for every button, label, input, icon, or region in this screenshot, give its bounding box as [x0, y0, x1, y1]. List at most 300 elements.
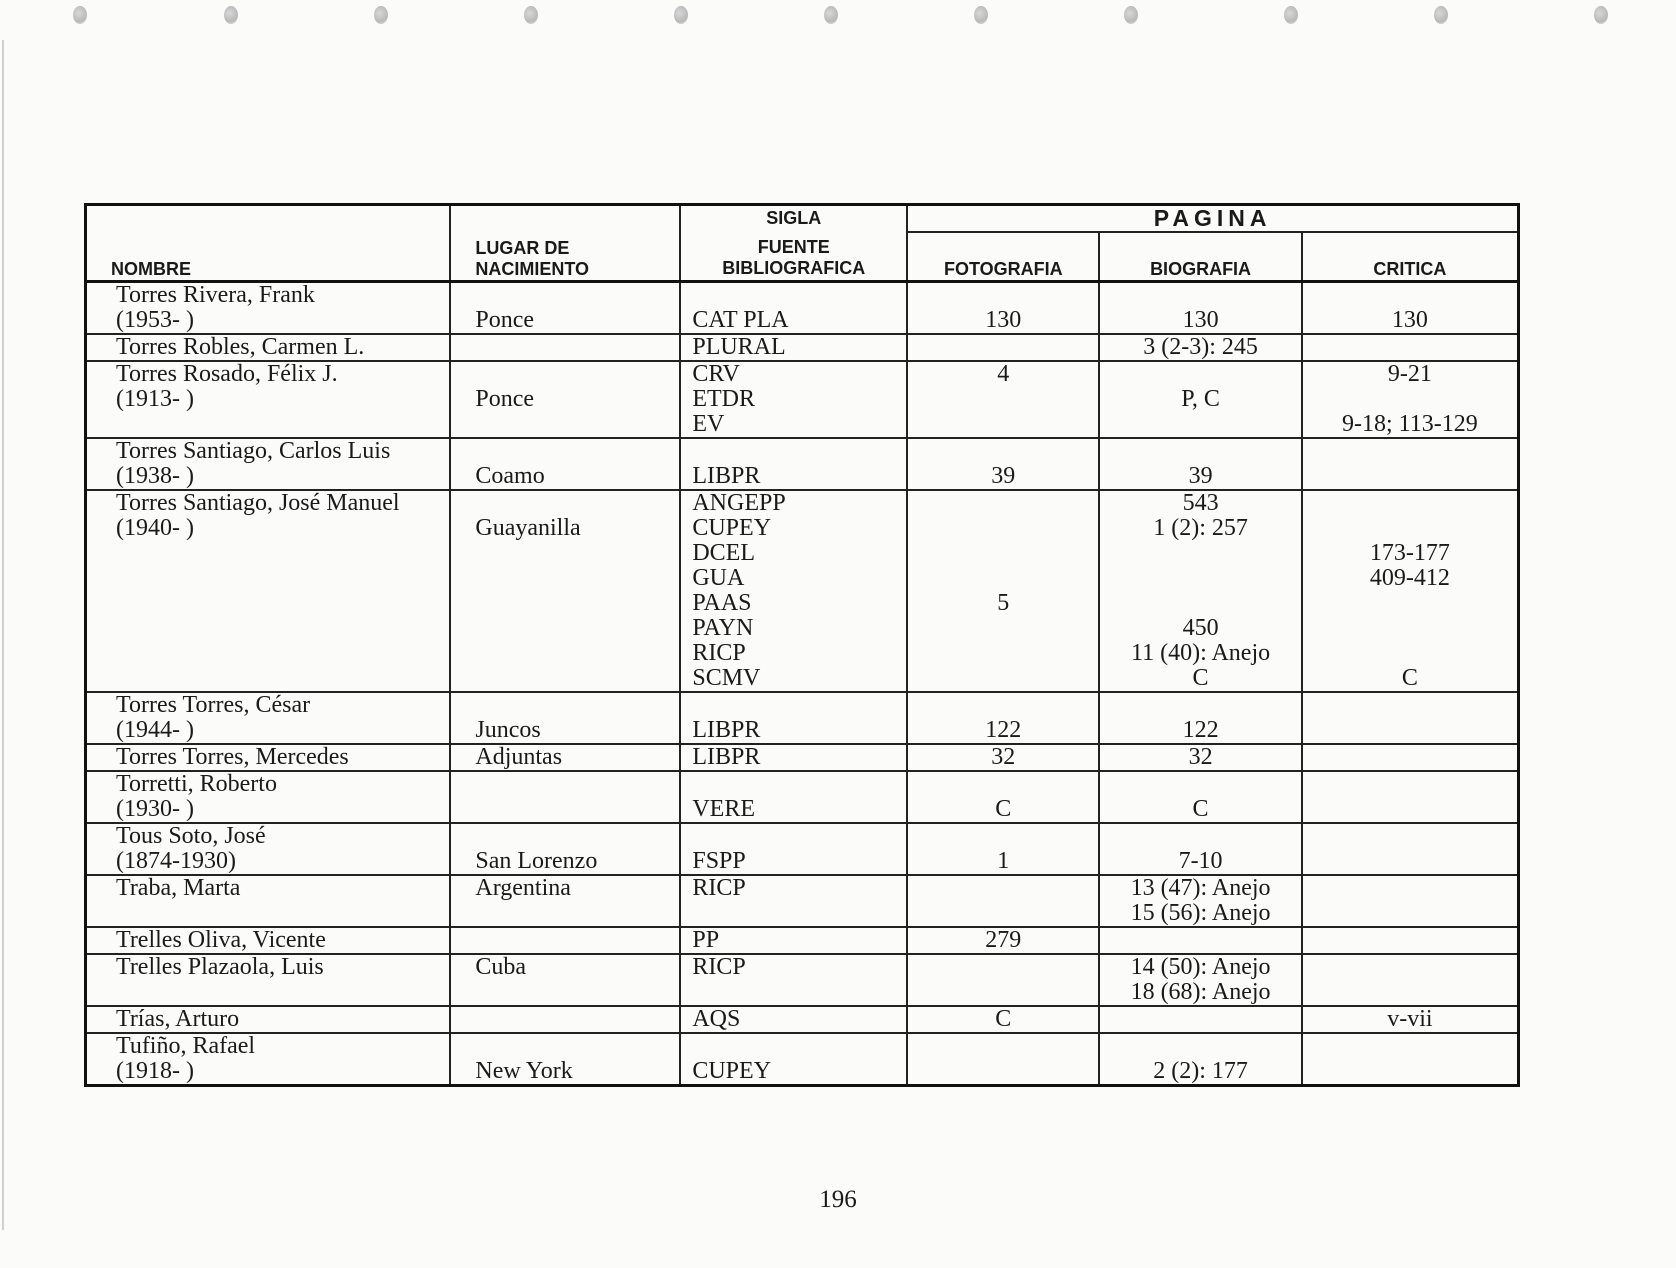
cell-line: Adjuntas: [475, 744, 563, 770]
cell-critica: [1302, 771, 1519, 823]
cell-line: 32: [991, 744, 1016, 770]
cell-line: [475, 412, 675, 437]
cell-line: 9-18; 113-129: [1341, 411, 1478, 437]
cell-sigla: [680, 282, 907, 335]
cell-line: LIBPR: [692, 744, 761, 770]
cell-line: [1307, 641, 1513, 666]
cell-fotografia: [907, 438, 1099, 490]
cell-line: 122: [1182, 717, 1219, 743]
cell-biografia: [1099, 927, 1301, 954]
cell-critica: [1302, 334, 1519, 361]
cell-nombre: [86, 927, 451, 954]
cell-sigla: [680, 334, 907, 361]
cell-line: [1307, 693, 1513, 718]
cell-nombre: [86, 438, 451, 490]
table-row: [86, 282, 1519, 335]
cell-line: RICP: [692, 954, 746, 980]
cell-line: C: [1192, 796, 1209, 822]
cell-biografia: [1099, 490, 1301, 692]
cell-line: [1104, 541, 1296, 566]
cell-line: [692, 824, 902, 849]
table-row: [86, 927, 1519, 954]
header-lugar: LUGAR DE NACIMIENTO: [450, 205, 680, 282]
cell-line: 14 (50): Anejo: [1130, 954, 1271, 980]
cell-line: 13 (47): Anejo: [1130, 875, 1271, 901]
cell-line: [912, 616, 1094, 641]
cell-line: [912, 1034, 1094, 1059]
cell-line: (1953- ): [116, 307, 194, 333]
cell-line: [475, 491, 675, 516]
table-row: [86, 875, 1519, 927]
cell-line: (1930- ): [116, 796, 194, 822]
cell-line: [912, 283, 1094, 308]
cell-line: P, C: [1181, 386, 1220, 412]
cell-nombre: [86, 875, 451, 927]
cell-biografia: [1099, 875, 1301, 927]
header-nombre: NOMBRE: [86, 205, 451, 282]
table-row: [86, 1006, 1519, 1033]
cell-line: (1944- ): [116, 717, 194, 743]
cell-line: [912, 516, 1094, 541]
cell-line: RICP: [692, 640, 746, 666]
cell-fotografia: [907, 282, 1099, 335]
cell-line: [1307, 955, 1513, 980]
table-row: [86, 334, 1519, 361]
cell-critica: [1302, 823, 1519, 875]
cell-fotografia: [907, 954, 1099, 1006]
cell-lugar: [450, 282, 680, 335]
cell-line: [912, 824, 1094, 849]
cell-line: [1307, 1059, 1513, 1084]
cell-line: Trías, Arturo: [116, 1006, 240, 1032]
cell-line: LIBPR: [692, 463, 761, 489]
cell-nombre: [86, 490, 451, 692]
cell-fotografia: [907, 334, 1099, 361]
cell-line: 18 (68): Anejo: [1130, 979, 1271, 1005]
cell-lugar: [450, 1006, 680, 1033]
cell-line: [475, 335, 675, 360]
cell-line: 130: [985, 307, 1022, 333]
table-row: [86, 692, 1519, 744]
cell-line: [692, 1034, 902, 1059]
cell-line: Trelles Oliva, Vicente: [116, 927, 326, 953]
cell-line: VERE: [692, 796, 756, 822]
cell-sigla: [680, 361, 907, 438]
cell-nombre: [86, 771, 451, 823]
cell-line: (1938- ): [116, 463, 194, 489]
cell-line: [912, 980, 1094, 1005]
cell-biografia: [1099, 823, 1301, 875]
cell-biografia: [1099, 438, 1301, 490]
cell-line: Torres Torres, César: [116, 692, 311, 718]
cell-lugar: [450, 1033, 680, 1086]
cell-line: CUPEY: [692, 1058, 772, 1084]
cell-line: [1307, 928, 1513, 953]
cell-sigla: [680, 823, 907, 875]
cell-critica: [1302, 692, 1519, 744]
cell-lugar: [450, 361, 680, 438]
cell-nombre: [86, 282, 451, 335]
cell-line: [475, 901, 675, 926]
cell-line: CUPEY: [692, 515, 772, 541]
cell-line: [912, 641, 1094, 666]
cell-line: [912, 387, 1094, 412]
cell-biografia: [1099, 1006, 1301, 1033]
cell-line: [1307, 464, 1513, 489]
cell-line: [475, 772, 675, 797]
table-row: [86, 771, 1519, 823]
cell-line: [912, 693, 1094, 718]
cell-line: [912, 491, 1094, 516]
cell-line: [1104, 566, 1296, 591]
cell-line: GUA: [692, 565, 745, 591]
binder-hole-icon: [1594, 6, 1608, 24]
cell-line: ANGEPP: [692, 490, 786, 516]
table-row: [86, 438, 1519, 490]
cell-line: [116, 616, 445, 641]
table-row: [86, 1033, 1519, 1086]
cell-sigla: [680, 438, 907, 490]
cell-line: 1: [997, 848, 1010, 874]
cell-lugar: [450, 744, 680, 771]
cell-line: CRV: [692, 361, 740, 387]
cell-line: [1104, 362, 1296, 387]
cell-sigla: [680, 875, 907, 927]
cell-line: PAYN: [692, 615, 754, 641]
cell-line: [475, 928, 675, 953]
cell-critica: [1302, 361, 1519, 438]
cell-line: [1104, 591, 1296, 616]
cell-fotografia: [907, 361, 1099, 438]
cell-line: 39: [1188, 463, 1213, 489]
header-sigla: SIGLA FUENTE BIBLIOGRAFICA: [680, 205, 907, 282]
cell-sigla: [680, 744, 907, 771]
cell-line: AQS: [692, 1006, 741, 1032]
cell-biografia: [1099, 692, 1301, 744]
cell-line: [1307, 387, 1513, 412]
cell-line: 543: [1182, 490, 1219, 516]
cell-line: [912, 772, 1094, 797]
cell-fotografia: [907, 744, 1099, 771]
cell-fotografia: [907, 1006, 1099, 1033]
cell-line: [1307, 901, 1513, 926]
cell-line: Torretti, Roberto: [116, 771, 277, 797]
binder-hole-icon: [974, 6, 988, 24]
page-edge: [2, 40, 4, 1230]
cell-line: Torres Torres, Mercedes: [116, 744, 349, 770]
cell-line: C: [1192, 665, 1209, 691]
cell-line: [1307, 797, 1513, 822]
binder-hole-icon: [674, 6, 688, 24]
cell-line: [912, 412, 1094, 437]
cell-critica: [1302, 927, 1519, 954]
table-row: [86, 823, 1519, 875]
cell-line: [912, 876, 1094, 901]
cell-line: Argentina: [475, 875, 571, 901]
cell-sigla: [680, 490, 907, 692]
cell-line: [692, 439, 902, 464]
cell-line: [116, 591, 445, 616]
cell-line: C: [1401, 665, 1418, 691]
binder-hole-icon: [374, 6, 388, 24]
cell-line: PLURAL: [692, 334, 786, 360]
cell-line: [1104, 1034, 1296, 1059]
cell-sigla: [680, 692, 907, 744]
cell-line: CAT PLA: [692, 307, 789, 333]
cell-line: [1307, 849, 1513, 874]
cell-nombre: [86, 334, 451, 361]
cell-critica: [1302, 282, 1519, 335]
cell-line: [912, 955, 1094, 980]
cell-biografia: [1099, 282, 1301, 335]
cell-line: LIBPR: [692, 717, 761, 743]
page-number: 196: [819, 1186, 857, 1213]
cell-line: [475, 641, 675, 666]
table-row: [86, 361, 1519, 438]
cell-line: [912, 439, 1094, 464]
cell-line: Ponce: [475, 307, 535, 333]
cell-line: [1307, 516, 1513, 541]
cell-fotografia: [907, 823, 1099, 875]
cell-line: 3 (2-3): 245: [1143, 334, 1258, 360]
cell-line: 32: [1188, 744, 1213, 770]
cell-line: [1104, 928, 1296, 953]
binder-hole-icon: [1434, 6, 1448, 24]
cell-line: San Lorenzo: [475, 848, 598, 874]
cell-line: 39: [991, 463, 1016, 489]
cell-line: Cuba: [475, 954, 527, 980]
cell-fotografia: [907, 1033, 1099, 1086]
cell-line: PP: [692, 927, 720, 953]
cell-line: [1307, 745, 1513, 770]
binder-hole-icon: [224, 6, 238, 24]
cell-line: [1307, 980, 1513, 1005]
cell-lugar: [450, 490, 680, 692]
cell-nombre: [86, 692, 451, 744]
cell-line: [1104, 1007, 1296, 1032]
cell-sigla: [680, 1006, 907, 1033]
cell-line: [1307, 718, 1513, 743]
cell-line: 4: [997, 361, 1010, 387]
cell-line: Torres Santiago, Carlos Luis: [116, 438, 391, 464]
cell-line: RICP: [692, 875, 746, 901]
header-biografia: BIOGRAFIA: [1099, 232, 1301, 282]
cell-lugar: [450, 927, 680, 954]
cell-fotografia: [907, 692, 1099, 744]
cell-line: [912, 666, 1094, 691]
cell-line: [1307, 772, 1513, 797]
cell-line: [116, 666, 445, 691]
table-row: [86, 954, 1519, 1006]
cell-nombre: [86, 1033, 451, 1086]
cell-biografia: [1099, 744, 1301, 771]
table-row: [86, 490, 1519, 692]
cell-line: New York: [475, 1058, 573, 1084]
cell-line: Ponce: [475, 386, 535, 412]
cell-nombre: [86, 823, 451, 875]
cell-line: [475, 439, 675, 464]
cell-line: [475, 797, 675, 822]
cell-line: [1307, 283, 1513, 308]
cell-biografia: [1099, 954, 1301, 1006]
header-critica: CRITICA: [1302, 232, 1519, 282]
cell-line: [1307, 824, 1513, 849]
cell-line: [475, 1034, 675, 1059]
cell-line: [475, 566, 675, 591]
cell-critica: [1302, 1006, 1519, 1033]
cell-line: [475, 541, 675, 566]
cell-line: 15 (56): Anejo: [1130, 900, 1271, 926]
cell-line: 279: [985, 927, 1022, 953]
bibliography-table: [84, 203, 1520, 1087]
cell-line: SCMV: [692, 665, 761, 691]
cell-line: [475, 1007, 675, 1032]
cell-line: EV: [692, 411, 725, 437]
cell-line: Guayanilla: [475, 515, 581, 541]
binder-hole-icon: [1284, 6, 1298, 24]
cell-line: DCEL: [692, 540, 756, 566]
cell-line: [1307, 591, 1513, 616]
cell-line: Torres Rivera, Frank: [116, 282, 315, 308]
header-fotografia: FOTOGRAFIA: [907, 232, 1099, 282]
cell-critica: [1302, 744, 1519, 771]
cell-line: Tufiño, Rafael: [116, 1033, 256, 1059]
binder-hole-icon: [524, 6, 538, 24]
cell-line: [475, 693, 675, 718]
cell-sigla: [680, 1033, 907, 1086]
cell-line: Juncos: [475, 717, 541, 743]
cell-line: v-vii: [1387, 1006, 1433, 1032]
cell-biografia: [1099, 1033, 1301, 1086]
cell-lugar: [450, 954, 680, 1006]
cell-line: [116, 901, 445, 926]
cell-line: C: [995, 1006, 1012, 1032]
cell-critica: [1302, 1033, 1519, 1086]
cell-line: Trelles Plazaola, Luis: [116, 954, 324, 980]
cell-line: Tous Soto, José: [116, 823, 266, 849]
cell-line: [912, 901, 1094, 926]
cell-line: [475, 980, 675, 1005]
cell-line: Traba, Marta: [116, 875, 241, 901]
cell-line: (1913- ): [116, 386, 194, 412]
binder-holes: [0, 6, 1676, 30]
cell-line: Torres Rosado, Félix J.: [116, 361, 338, 387]
cell-line: 5: [997, 590, 1010, 616]
cell-line: Torres Robles, Carmen L.: [116, 334, 365, 360]
cell-line: [1307, 616, 1513, 641]
cell-line: 7-10: [1178, 848, 1223, 874]
cell-line: 9-21: [1387, 361, 1432, 387]
cell-lugar: [450, 771, 680, 823]
cell-line: [475, 666, 675, 691]
cell-lugar: [450, 823, 680, 875]
cell-line: [116, 641, 445, 666]
cell-line: [1104, 824, 1296, 849]
cell-line: [912, 335, 1094, 360]
header-pagina: PAGINA: [907, 205, 1518, 233]
table-row: [86, 744, 1519, 771]
cell-line: [692, 980, 902, 1005]
cell-critica: [1302, 954, 1519, 1006]
cell-fotografia: [907, 490, 1099, 692]
cell-line: [1104, 283, 1296, 308]
cell-line: [692, 901, 902, 926]
cell-lugar: [450, 692, 680, 744]
cell-line: [475, 362, 675, 387]
cell-line: [1104, 412, 1296, 437]
cell-nombre: [86, 954, 451, 1006]
cell-line: C: [995, 796, 1012, 822]
cell-lugar: [450, 438, 680, 490]
cell-line: [1104, 439, 1296, 464]
cell-line: (1918- ): [116, 1058, 194, 1084]
cell-critica: [1302, 438, 1519, 490]
cell-line: [1307, 439, 1513, 464]
binder-hole-icon: [824, 6, 838, 24]
cell-line: 130: [1182, 307, 1219, 333]
cell-line: (1874-1930): [116, 848, 236, 874]
cell-line: [692, 283, 902, 308]
cell-fotografia: [907, 927, 1099, 954]
cell-lugar: [450, 875, 680, 927]
cell-line: [692, 693, 902, 718]
cell-lugar: [450, 334, 680, 361]
cell-line: 11 (40): Anejo: [1131, 640, 1271, 666]
cell-nombre: [86, 744, 451, 771]
cell-line: [1104, 772, 1296, 797]
cell-line: [1104, 693, 1296, 718]
cell-critica: [1302, 490, 1519, 692]
cell-biografia: [1099, 334, 1301, 361]
binder-hole-icon: [73, 6, 87, 24]
cell-line: [692, 772, 902, 797]
cell-sigla: [680, 954, 907, 1006]
cell-biografia: [1099, 771, 1301, 823]
cell-line: 450: [1182, 615, 1219, 641]
cell-line: [912, 566, 1094, 591]
cell-line: [1307, 491, 1513, 516]
cell-line: (1940- ): [116, 515, 194, 541]
cell-line: ETDR: [692, 386, 756, 412]
cell-line: [1307, 335, 1513, 360]
cell-line: Coamo: [475, 463, 545, 489]
cell-line: [1307, 876, 1513, 901]
cell-line: 1 (2): 257: [1153, 515, 1248, 541]
cell-line: [116, 980, 445, 1005]
cell-line: [475, 283, 675, 308]
cell-line: [475, 591, 675, 616]
cell-line: PAAS: [692, 590, 752, 616]
cell-biografia: [1099, 361, 1301, 438]
cell-line: 122: [985, 717, 1022, 743]
cell-line: [116, 541, 445, 566]
cell-line: [912, 541, 1094, 566]
binder-hole-icon: [1124, 6, 1138, 24]
cell-nombre: [86, 361, 451, 438]
cell-line: [116, 566, 445, 591]
cell-sigla: [680, 927, 907, 954]
cell-line: [1307, 1034, 1513, 1059]
cell-line: 130: [1391, 307, 1428, 333]
cell-critica: [1302, 875, 1519, 927]
cell-line: [475, 616, 675, 641]
cell-line: [116, 412, 445, 437]
cell-line: 409-412: [1369, 565, 1450, 591]
cell-line: 173-177: [1369, 540, 1450, 566]
cell-fotografia: [907, 875, 1099, 927]
cell-line: [912, 1059, 1094, 1084]
cell-nombre: [86, 1006, 451, 1033]
